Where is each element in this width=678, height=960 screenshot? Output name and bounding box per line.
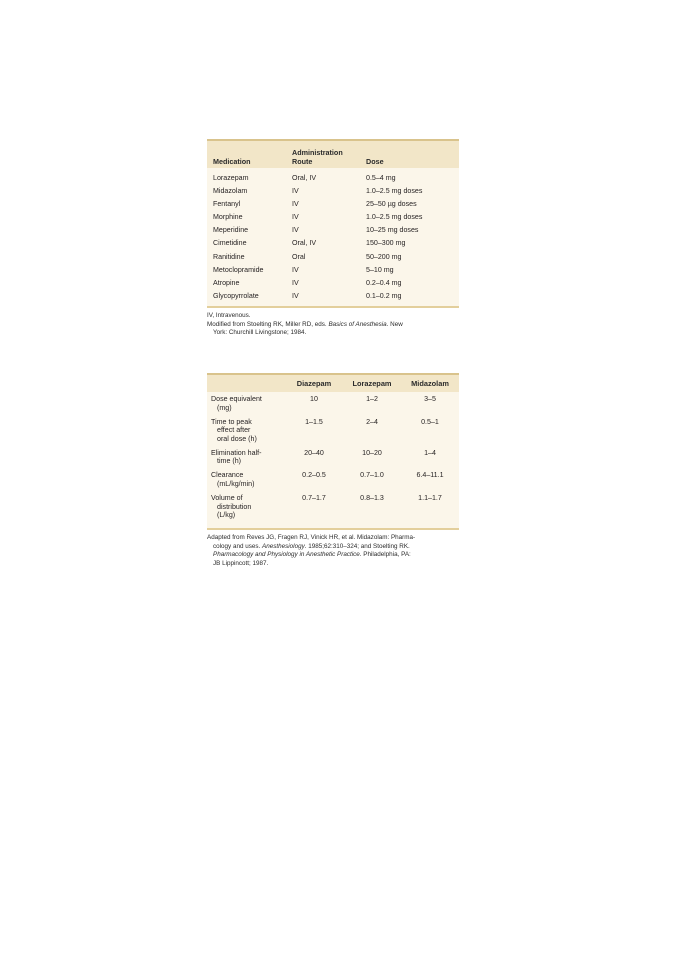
table-row: [207, 264, 459, 277]
route-cell: Oral, IV: [292, 239, 317, 248]
table-row: [207, 185, 459, 198]
value-cell: 3–5: [424, 395, 436, 403]
header-route-line2: Route: [292, 157, 313, 166]
table-row: [207, 418, 459, 444]
route-cell: Oral, IV: [292, 174, 317, 182]
table-row: [207, 237, 459, 250]
table-notes: [207, 308, 459, 338]
table-row: [207, 211, 459, 224]
value-cell: 0.7–1.7: [302, 493, 326, 502]
parameter-label-line: time (h): [217, 457, 242, 466]
medication-cell: Meperidine: [213, 226, 249, 235]
dose-cell: 10–25 mg doses: [366, 226, 419, 235]
value-cell: 10: [310, 395, 318, 403]
source-citation: Modified from Stoelting RK, Miller RD, eds. Basics of Anesthesia. New: [207, 320, 403, 328]
header-diazepam: Diazepam: [296, 379, 332, 388]
medication-cell: Morphine: [213, 213, 243, 222]
parameter-label-line: effect after: [217, 426, 251, 435]
medication-cell: Atropine: [213, 278, 240, 287]
table-header: [207, 373, 459, 392]
parameter-label-line: Volume of: [211, 493, 243, 502]
route-cell: IV: [292, 187, 299, 196]
parameter-label: [207, 395, 285, 412]
value-cell: 0.2–0.5: [302, 471, 326, 480]
value-cell: 6.4–11.1: [416, 471, 444, 480]
medication-cell: Ranitidine: [213, 252, 245, 261]
parameter-label-line: distribution: [217, 502, 252, 511]
parameter-label-line: (L/kg): [217, 511, 236, 520]
route-cell: IV: [292, 200, 299, 209]
table-row: [207, 172, 459, 185]
route-cell: IV: [292, 291, 299, 300]
dose-cell: 50–200 mg: [366, 252, 402, 261]
dose-cell: 0.2–0.4 mg: [366, 278, 402, 287]
table-row: [207, 494, 459, 520]
parameter-label-line: Dose equivalent: [211, 395, 262, 403]
value-cell: 1–4: [424, 448, 436, 457]
source-line1: Adapted from Reves JG, Fragen RJ, Vinick HR, et al. Midazolam: Pharma-: [207, 534, 416, 542]
source-line4: JB Lippincott; 1987.: [213, 559, 269, 567]
value-cell: 10–20: [362, 448, 382, 457]
parameter-label: [207, 449, 285, 466]
table-row: [207, 395, 459, 412]
value-cell: 0.5–1: [421, 417, 439, 426]
table-header: [207, 139, 459, 168]
source-line2: cology and uses. Anesthesiology. 1985;62:310–324; and Stoelting RK.: [213, 542, 410, 550]
dose-cell: 25–50 µg doses: [366, 200, 417, 209]
value-cell: 20–40: [304, 448, 324, 457]
table-body: [207, 168, 459, 308]
medication-cell: Midazolam: [213, 187, 248, 196]
value-cell: 0.7–1.0: [360, 471, 384, 480]
route-cell: IV: [292, 265, 299, 274]
source-line3: Pharmacology and Physiology in Anesthetic Practice. Philadelphia, PA:: [213, 551, 411, 559]
header-medication: Medication: [213, 157, 251, 166]
parameter-label-line: Time to peak: [211, 417, 252, 426]
value-cell: 0.8–1.3: [360, 493, 384, 502]
parameter-label-line: Clearance: [211, 471, 244, 480]
parameter-label: [207, 494, 285, 520]
dose-cell: 5–10 mg: [366, 265, 394, 274]
source-citation-line2: York: Churchill Livingstone; 1984.: [213, 329, 307, 337]
header-dose: Dose: [366, 157, 384, 166]
premedication-table: [207, 139, 459, 338]
header-route-line1: Administration: [292, 148, 343, 157]
table-row: [207, 251, 459, 264]
medication-cell: Fentanyl: [213, 200, 241, 209]
header-lorazepam: Lorazepam: [352, 379, 392, 388]
value-cell: 2–4: [366, 417, 378, 426]
dose-cell: 0.5–4 mg: [366, 174, 396, 182]
dose-cell: 150–300 mg: [366, 239, 406, 248]
table-row: [207, 449, 459, 466]
table-row: [207, 198, 459, 211]
benzodiazepine-comparison-table: [207, 373, 459, 568]
route-cell: Oral: [292, 252, 306, 261]
header-midazolam: Midazolam: [411, 379, 449, 388]
dose-cell: 0.1–0.2 mg: [366, 291, 402, 300]
parameter-label: [207, 418, 285, 444]
parameter-label-line: (mL/kg/min): [217, 479, 255, 488]
route-cell: IV: [292, 226, 299, 235]
value-cell: 1–1.5: [305, 417, 323, 426]
table-row: [207, 471, 459, 488]
footnote-abbreviation: IV, Intravenous.: [207, 311, 251, 319]
value-cell: 1–2: [366, 395, 378, 403]
route-cell: IV: [292, 278, 299, 287]
route-cell: IV: [292, 213, 299, 222]
table-row: [207, 290, 459, 303]
medication-cell: Glycopyrrolate: [213, 291, 259, 300]
parameter-label-line: oral dose (h): [217, 434, 257, 443]
medication-cell: Cimetidine: [213, 239, 247, 248]
table-notes: [207, 530, 459, 568]
parameter-label-line: Elimination half-: [211, 448, 262, 457]
table-row: [207, 277, 459, 290]
medication-cell: Lorazepam: [213, 174, 249, 182]
dose-cell: 1.0–2.5 mg doses: [366, 187, 423, 196]
medication-cell: Metoclopramide: [213, 265, 264, 274]
dose-cell: 1.0–2.5 mg doses: [366, 213, 423, 222]
parameter-label-line: (mg): [217, 403, 232, 412]
parameter-label: [207, 471, 285, 488]
table-row: [207, 224, 459, 237]
value-cell: 1.1–1.7: [418, 493, 442, 502]
table-body: [207, 392, 459, 530]
